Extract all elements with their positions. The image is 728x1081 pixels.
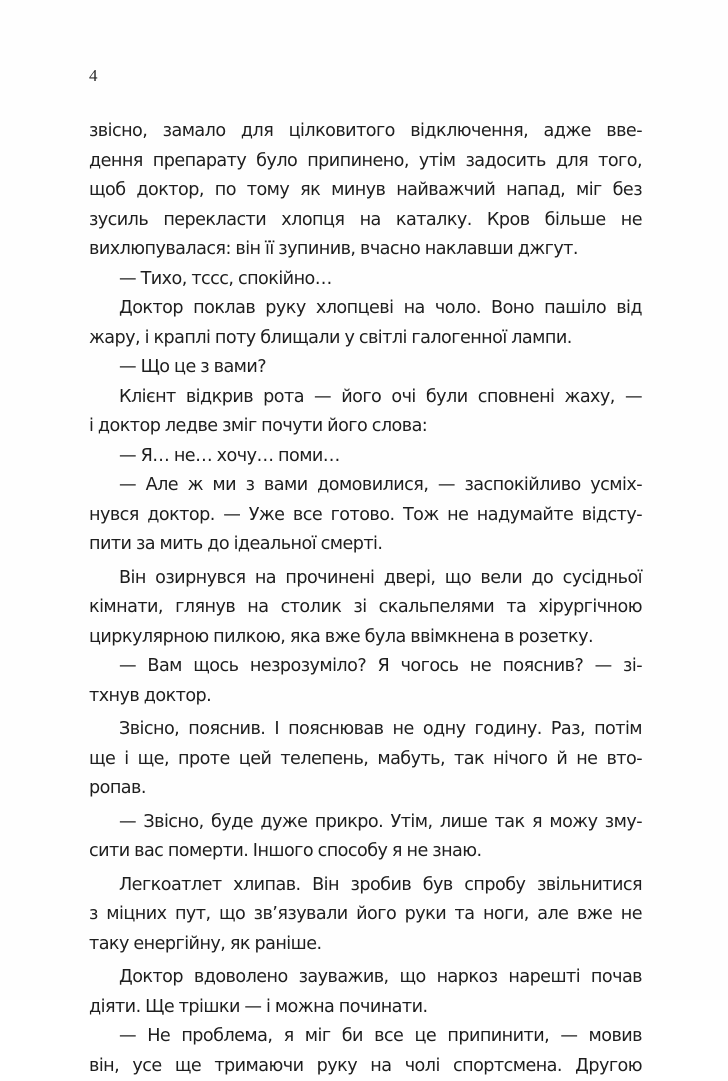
text-line: сити вас померти. Іншого способу я не знаю. — [89, 837, 642, 867]
text-line: — Не проблема, я міг би все це припинити, — мовив — [89, 1022, 642, 1052]
text-line: Доктор поклав руку хлопцеві на чоло. Воно пашіло від — [89, 294, 642, 324]
text-line: ропав. — [89, 774, 642, 804]
page-text — [89, 117, 642, 1081]
page-number: 4 — [89, 66, 98, 86]
text-line: циркулярною пилкою, яка вже була ввімкнена в розетку. — [89, 623, 642, 653]
text-line: Клієнт відкрив рота — його очі були сповнені жаху, — — [89, 383, 642, 413]
text-line: вихлюпувалася: він її зупинив, вчасно наклавши джгут. — [89, 235, 642, 265]
text-line: Легкоатлет хлипав. Він зробив був спробу звільнитися — [89, 871, 642, 901]
text-line: — Звісно, буде дуже прикро. Утім, лише так я можу зму- — [89, 808, 642, 838]
text-line: Він озирнувся на прочинені двері, що вели до сусідньої — [89, 564, 642, 594]
text-line: — Я… не… хочу… поми… — [89, 442, 642, 472]
text-line: — Тихо, тссс, спокійно… — [89, 265, 642, 295]
text-line: діяти. Ще трішки — і можна починати. — [89, 993, 642, 1023]
text-line: пити за мить до ідеальної смерті. — [89, 530, 642, 560]
text-line: ще і ще, проте цей телепень, мабуть, так нічого й не вто- — [89, 745, 642, 775]
text-line: звісно, замало для цілковитого відключення, адже вве- — [89, 117, 642, 147]
text-line: зусиль перекласти хлопця на каталку. Кров більше не — [89, 206, 642, 236]
text-line: він, усе ще тримаючи руку на чолі спортсмена. Другою — [89, 1052, 642, 1081]
text-line: і доктор ледве зміг почути його слова: — [89, 412, 642, 442]
text-line: Доктор вдоволено зауважив, що наркоз нарешті почав — [89, 963, 642, 993]
text-line: щоб доктор, по тому як минув найважчий напад, міг без — [89, 176, 642, 206]
text-line: кімнати, глянув на столик зі скальпелями та хірургічною — [89, 593, 642, 623]
text-line: дення препарату було припинено, утім задосить для того, — [89, 147, 642, 177]
text-line: — Але ж ми з вами домовилися, — заспокійливо усміх- — [89, 471, 642, 501]
text-line: — Що це з вами? — [89, 353, 642, 383]
text-line: Звісно, пояснив. І пояснював не одну годину. Раз, потім — [89, 715, 642, 745]
text-line: з міцних пут, що зв’язували його руки та ноги, але вже не — [89, 900, 642, 930]
text-line: жару, і краплі поту блищали у світлі галогенної лампи. — [89, 324, 642, 354]
text-line: таку енергійну, як раніше. — [89, 930, 642, 960]
text-line: тхнув доктор. — [89, 682, 642, 712]
text-line: нувся доктор. — Уже все готово. Тож не надумайте відсту- — [89, 501, 642, 531]
text-line: — Вам щось незрозуміло? Я чогось не пояснив? — зі- — [89, 652, 642, 682]
